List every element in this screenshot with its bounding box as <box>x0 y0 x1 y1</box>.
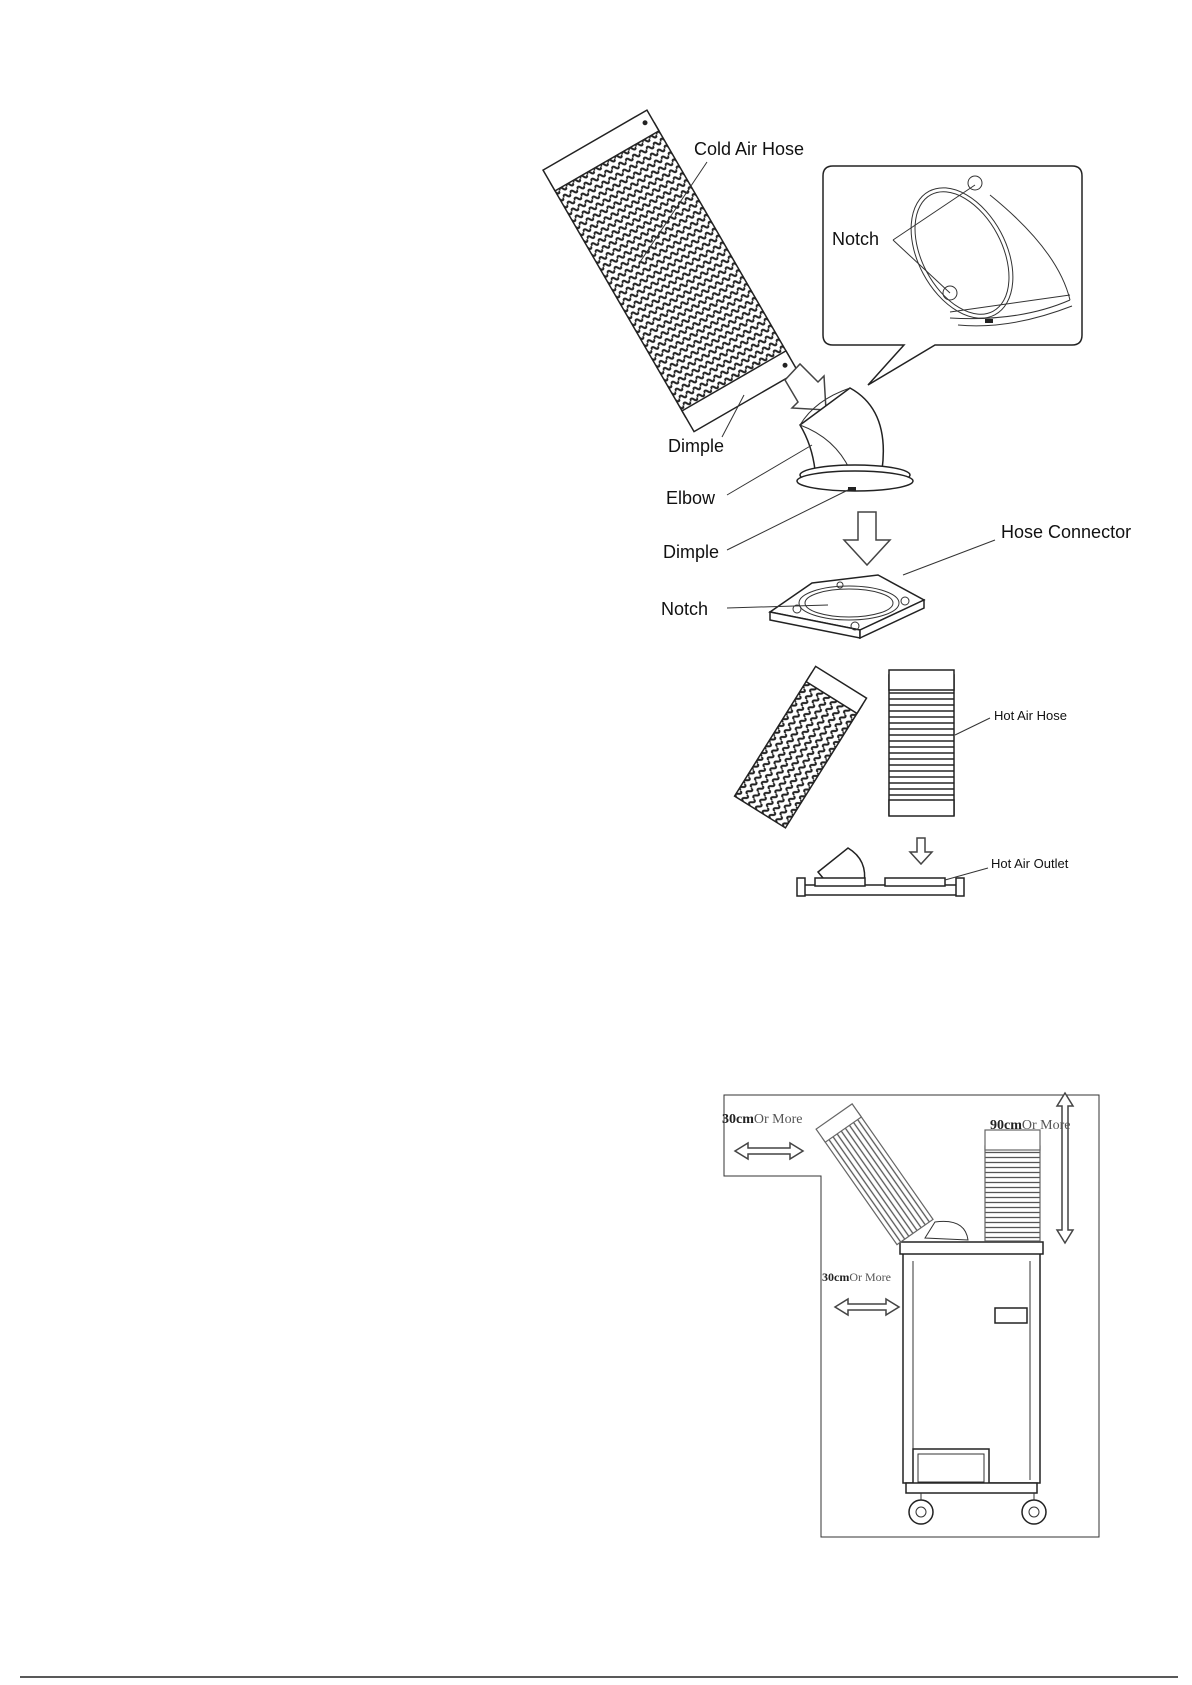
label-notch-detail: Notch <box>832 229 880 249</box>
figure-hot-air-hose <box>735 666 1069 896</box>
label-dimple-upper: Dimple <box>668 436 725 456</box>
figure-hose-assembly <box>543 110 1131 638</box>
label-hot-air-hose: Hot Air Hose <box>994 708 1067 723</box>
label-hot-air-outlet: Hot Air Outlet <box>991 856 1069 871</box>
small-down-arrow-icon <box>910 838 932 864</box>
label-cold-air-hose: Cold Air Hose <box>694 139 805 159</box>
label-dimple-lower: Dimple <box>663 542 720 562</box>
unit-hot-air-hose <box>985 1130 1040 1241</box>
clearance-arrow-left-side-icon <box>835 1299 899 1315</box>
spot-cooler-unit <box>900 1242 1046 1524</box>
figure-clearance <box>722 1093 1099 1537</box>
notch-detail-callout <box>823 166 1082 385</box>
clearance-arrow-left-top-icon <box>735 1143 803 1159</box>
wheel-left <box>909 1500 933 1524</box>
unit-cold-air-hose <box>816 1104 933 1245</box>
clearance-label-left-side: 30cmOr More <box>822 1270 891 1284</box>
unit-top-plate <box>797 878 964 896</box>
leader-hot-air-hose <box>955 718 990 735</box>
hot-air-hose <box>889 670 954 816</box>
unit-elbow <box>925 1221 968 1240</box>
label-hose-connector: Hose Connector <box>1001 522 1132 542</box>
down-arrow-icon <box>844 512 890 565</box>
cold-hose-attached <box>735 666 867 828</box>
clearance-label-top: 90cmOr More <box>990 1118 1071 1133</box>
leader-hot-air-outlet <box>945 868 988 880</box>
clearance-label-left-top: 30cmOr More <box>722 1112 803 1127</box>
label-notch-connector: Notch <box>661 599 709 619</box>
wheel-right <box>1022 1500 1046 1524</box>
label-elbow: Elbow <box>666 488 716 508</box>
clearance-arrow-vertical-icon <box>1057 1093 1073 1243</box>
